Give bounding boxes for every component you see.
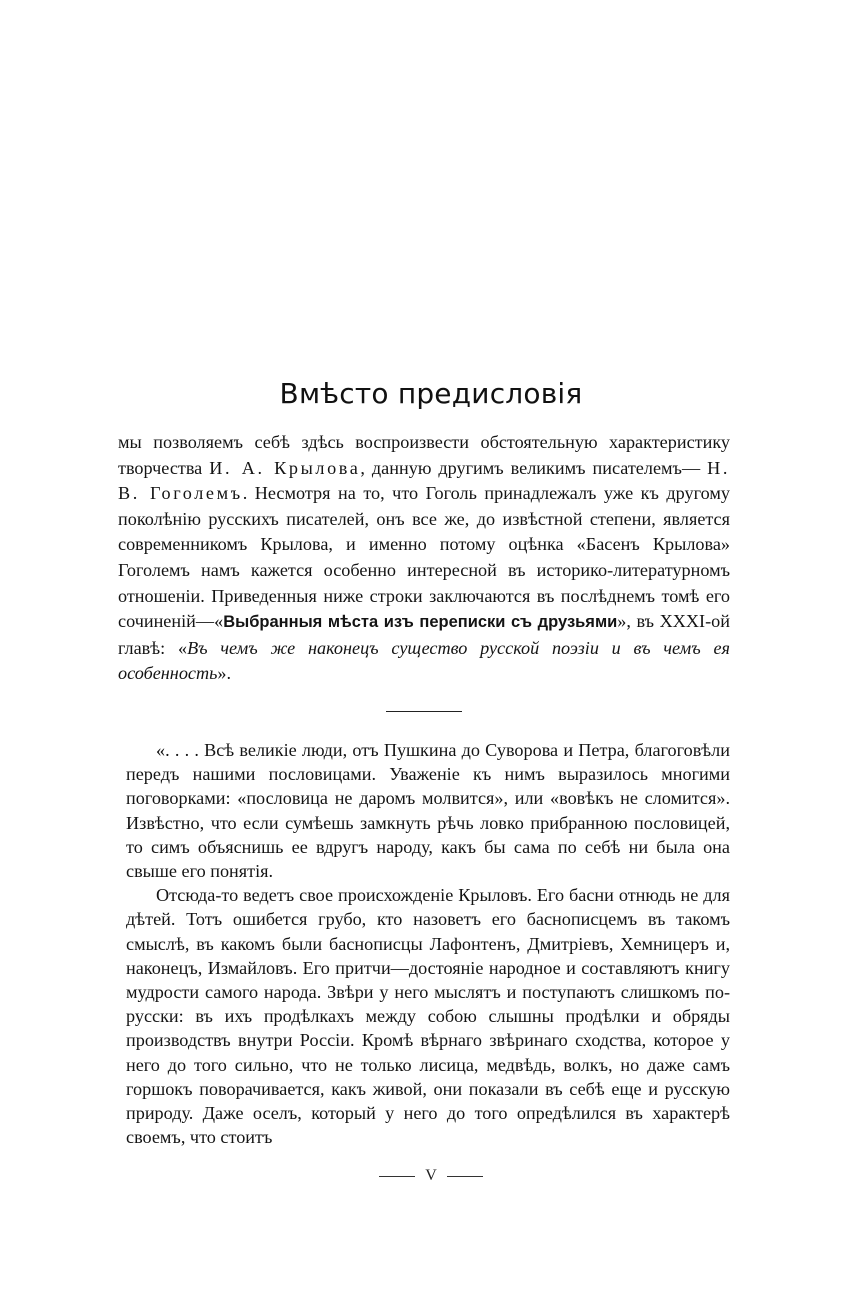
paragraph: Отсюда-то ведетъ свое происхожденіе Крыловъ. Его басни отнюдь не для дѣтей. Тотъ ошибется грубо, кто назоветъ его баснописцемъ въ такомъ смыслѣ, въ какомъ были баснописцы Лафонтенъ, Дмитріевъ, Хемницеръ и, наконецъ, Измайловъ. Его притчи—достояніе народное и составляютъ книгу мудрости самого народа. Звѣри у него мыслятъ и поступаютъ слишкомъ по-русски: въ ихъ продѣлкахъ между собою слышны продѣлки и обряды производствъ внутри Россіи. Кромѣ вѣрнаго звѣринаго сходства, которое у него до того сильно, что не только лисица, медвѣдь, волкъ, но даже самъ горшокъ поворачивается, какъ живой, они показали въ себѣ еще и русскую природу. Даже оселъ, который у него до того опредѣлился въ характерѣ своемъ, что стоитъ (126, 885, 730, 1148)
intro-text-5: ». (217, 663, 232, 684)
intro-text-4: », въ XXXI-ой главѣ: « (118, 611, 730, 658)
intro-text-2: , данную другимъ великимъ писателемъ— (360, 457, 708, 478)
page-number: V (425, 1167, 437, 1184)
footer-dash-right (447, 1176, 483, 1177)
paragraph: «. . . . Всѣ великіе люди, отъ Пушкина до Суворова и Петра, благоговѣли передъ нашими пословицами. Уваженіе къ нимъ выразилось многими поговорками: «пословица не даромъ молвится», или «вовѣкъ не сломится». Извѣстно, что если сумѣешь замкнуть рѣчь ловко прибранною пословицей, то симъ объяснишь ее вдругъ народу, какъ бы сама по себѣ ни была она свыше его понятія. (126, 740, 730, 882)
intro-paragraph (118, 430, 730, 687)
section-divider (386, 711, 462, 712)
book-title: Выбранныя мѣста изъ переписки съ друзьями (223, 613, 618, 632)
page-footer (0, 1167, 862, 1185)
chapter-title: Въ чемъ же наконецъ существо русской поэзіи и въ чемъ ея особенность (118, 637, 731, 684)
intro-text-1: мы позволяемъ себѣ здѣсь воспроизвести обстоятельную характеристику творчества (118, 432, 730, 478)
author-name: И. А. Крылова (209, 457, 361, 478)
critic-name: Н. В. Гоголемъ (118, 457, 730, 504)
intro-text-3: . Несмотря на то, что Гоголь принадлежалъ уже къ другому поколѣнію русскихъ писателей, онъ все же, до извѣстной степени, является современникомъ Крылова, и именно потому оцѣнка «Басенъ Крылова» Гоголемъ намъ кажется особенно интересной въ историко-литературномъ отношеніи. Приведенныя ниже строки заключаются въ послѣднемъ томѣ его сочиненій—« (118, 483, 730, 632)
footer-dash-left (379, 1176, 415, 1177)
page-title: Вмѣсто предисловія (279, 377, 583, 410)
quoted-text (126, 738, 730, 1149)
